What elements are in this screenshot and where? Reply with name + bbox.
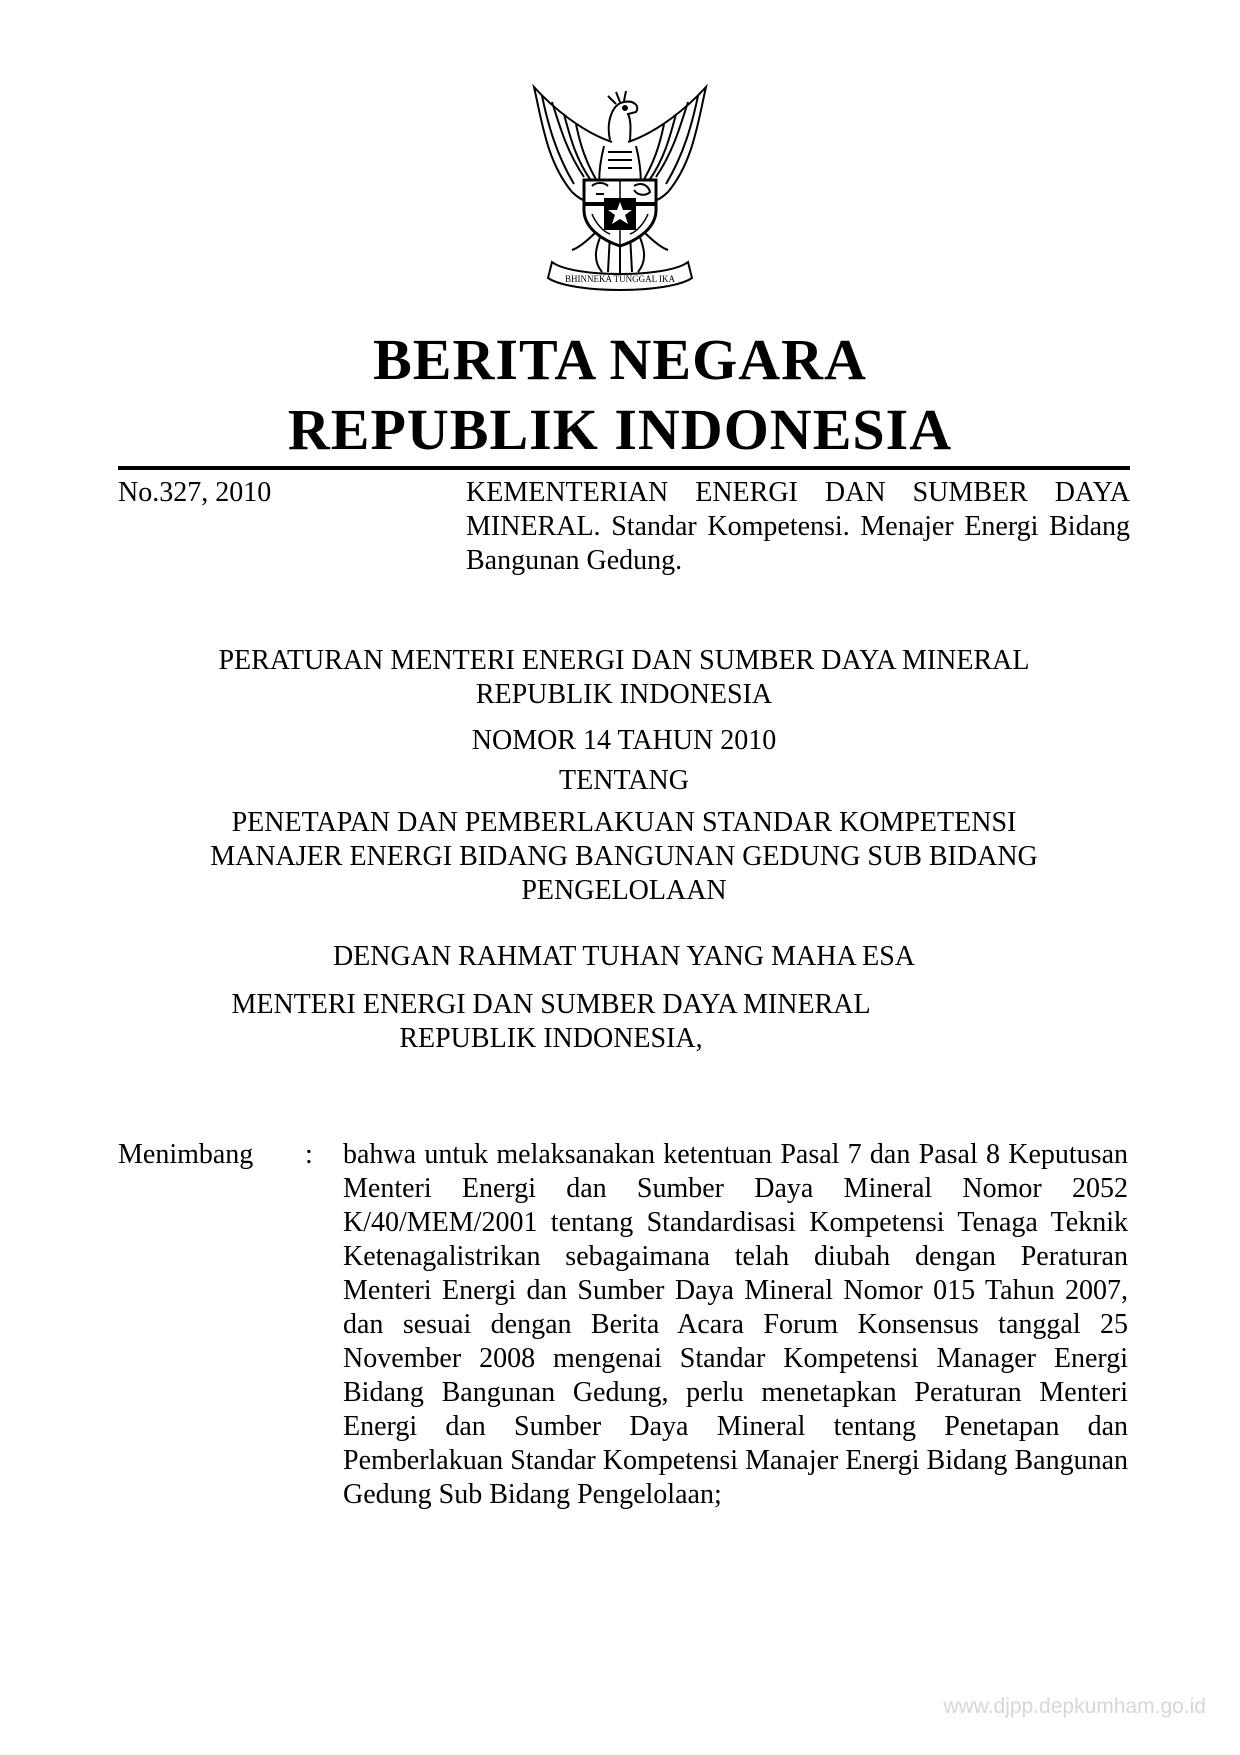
regulation-line1: PERATURAN MENTERI ENERGI DAN SUMBER DAYA MINERAL [218, 645, 1030, 676]
opening-line3: REPUBLIK INDONESIA, [399, 1023, 703, 1054]
emblem-motto: BHINNEKA TUNGGAL IKA [565, 274, 675, 284]
source-watermark: www.djpp.depkumham.go.id [943, 1695, 1206, 1718]
regulation-title [118, 806, 1130, 908]
regulation-about: TENTANG [559, 765, 689, 796]
garuda-pancasila-emblem-icon [512, 82, 728, 296]
issue-subject: KEMENTERIAN ENERGI DAN SUMBER DAYA MINERAL. Standar Kompetensi. Menajer Energi Bidang Bangunan Gedung. [466, 477, 1130, 576]
regulation-heading [118, 644, 1130, 712]
opening-minister [118, 988, 984, 1056]
regulation-number: NOMOR 14 TAHUN 2010 [471, 725, 777, 756]
opening-invocation: DENGAN RAHMAT TUHAN YANG MAHA ESA [332, 941, 916, 972]
regulation-title-line2: MANAJER ENERGI BIDANG BANGUNAN GEDUNG SUB BIDANG [210, 841, 1038, 872]
masthead-subtitle: REPUBLIK INDONESIA [287, 397, 953, 462]
regulation-line2: REPUBLIK INDONESIA [475, 679, 773, 710]
regulation-title-line3: PENGELOLAAN [521, 875, 727, 906]
regulation-title-line1: PENETAPAN DAN PEMBERLAKUAN STANDAR KOMPETENSI [231, 807, 1017, 838]
considering-paragraph: bahwa untuk melaksanakan ketentuan Pasal 7 dan Pasal 8 Keputusan Menteri Energi dan Sumber Daya Mineral Nomor 2052 K/40/MEM/2001 tentang Standardisasi Kompetensi Tenaga Teknik Ketenagalistrikan sebagaimana telah diubah dengan Peraturan Menteri Energi dan Sumber Daya Mineral Nomor 015 Tahun 2007, dan sesuai dengan Berita Acara Forum Konsensus tanggal 25 November 2008 mengenai Standar Kompetensi Manager Energi Bidang Bangunan Gedung, perlu menetapkan Peraturan Menteri Energi dan Sumber Daya Mineral tentang Penetapan dan Pemberlakuan Standar Kompetensi Manajer Energi Bidang Bangunan Gedung Sub Bidang Pengelolaan; [343, 1139, 1128, 1510]
masthead-divider [118, 466, 1130, 470]
considering-label: Menimbang [118, 1139, 254, 1170]
considering-colon: : [305, 1139, 313, 1170]
issue-number: No.327, 2010 [118, 477, 272, 508]
opening-line2: MENTERI ENERGI DAN SUMBER DAYA MINERAL [231, 989, 871, 1020]
masthead-title: BERITA NEGARA [373, 327, 867, 392]
